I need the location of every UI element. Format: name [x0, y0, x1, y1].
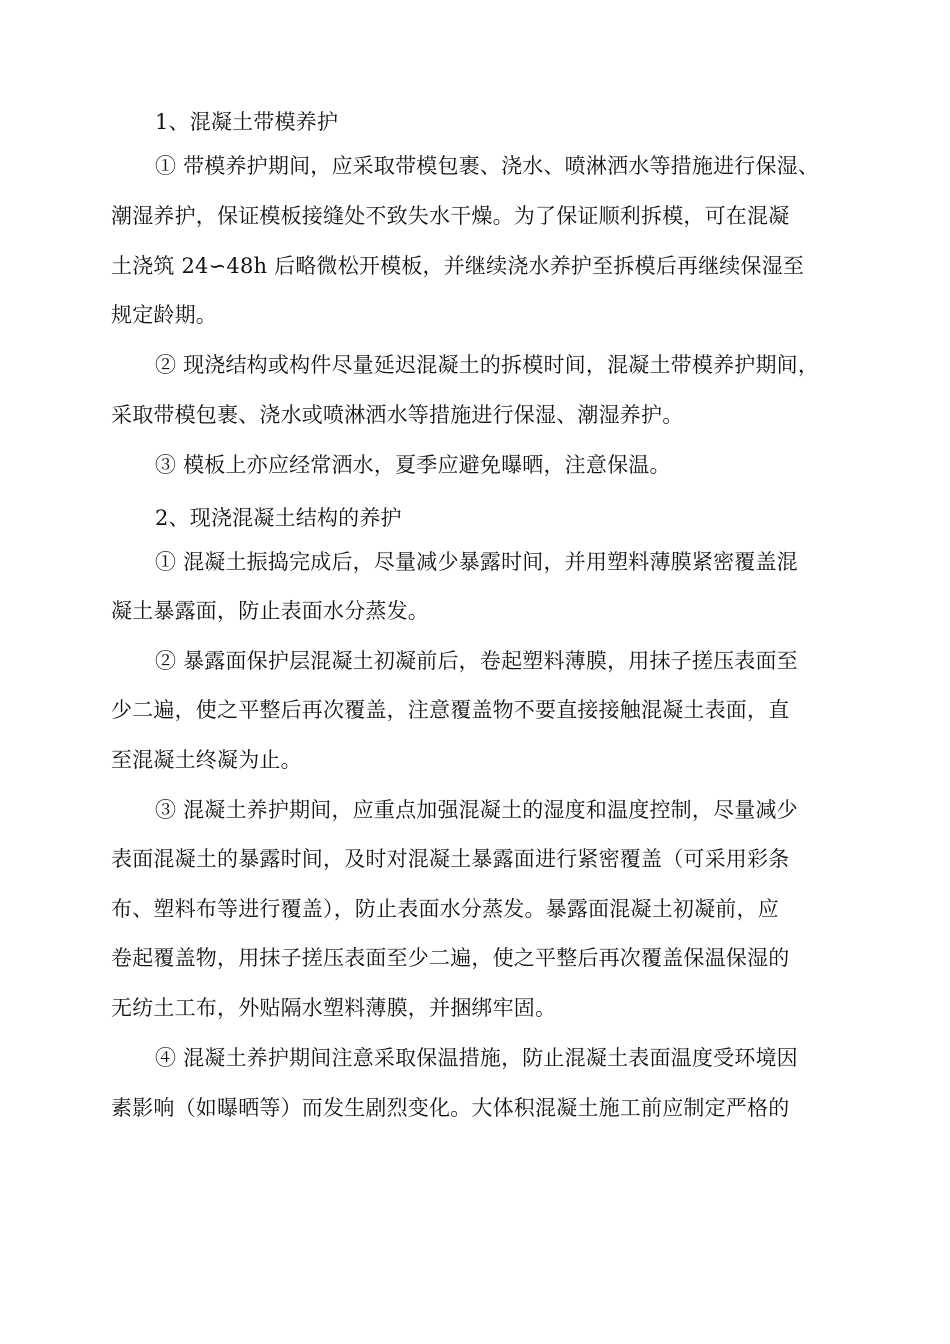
paragraph-line: 无纺土工布，外贴隔水塑料薄膜，并捆绑牢固。 [111, 996, 557, 1020]
paragraph-line: 少二遍，使之平整后再次覆盖，注意覆盖物不要直接接触混凝土表面，直 [111, 698, 790, 722]
section-heading-2: 2、现浇混凝土结构的养护 [155, 506, 402, 530]
paragraph-line: 表面混凝土的暴露时间，及时对混凝土暴露面进行紧密覆盖（可采用彩条 [111, 847, 790, 871]
paragraph-line: 布、塑料布等进行覆盖），防止表面水分蒸发。暴露面混凝土初凝前，应 [111, 897, 779, 921]
paragraph-line: ④ 混凝土养护期间注意采取保温措施，防止混凝土表面温度受环境因 [155, 1046, 798, 1070]
paragraph-line: ① 混凝土振捣完成后，尽量减少暴露时间，并用塑料薄膜紧密覆盖混 [155, 550, 798, 574]
paragraph-line: 规定龄期。 [111, 303, 217, 327]
paragraph-line: 素影响（如曝晒等）而发生剧烈变化。大体积混凝土施工前应制定严格的 [111, 1096, 790, 1120]
paragraph-line: 卷起覆盖物，用抹子搓压表面至少二遍，使之平整后再次覆盖保温保湿的 [111, 946, 790, 970]
paragraph-line: ① 带模养护期间，应采取带模包裹、浇水、喷淋洒水等措施进行保湿、 [155, 154, 820, 178]
paragraph-line: ③ 混凝土养护期间，应重点加强混凝土的湿度和温度控制，尽量减少 [155, 798, 798, 822]
paragraph-line: ③ 模板上亦应经常洒水，夏季应避免曝晒，注意保温。 [155, 453, 671, 477]
paragraph-line: 潮湿养护，保证模板接缝处不致失水干燥。为了保证顺利拆模，可在混凝 [111, 204, 790, 228]
paragraph-line: 凝土暴露面，防止表面水分蒸发。 [111, 599, 429, 623]
paragraph-line: 土浇筑 24∽48h 后略微松开模板，并继续浇水养护至拆模后再继续保湿至 [111, 254, 805, 278]
paragraph-line: 采取带模包裹、浇水或喷淋洒水等措施进行保湿、潮湿养护。 [111, 403, 684, 427]
paragraph-line: ② 暴露面保护层混凝土初凝前后，卷起塑料薄膜，用抹子搓压表面至 [155, 649, 798, 673]
paragraph-line: 至混凝土终凝为止。 [111, 748, 302, 772]
section-heading-1: 1、混凝土带模养护 [155, 110, 339, 134]
paragraph-line: ② 现浇结构或构件尽量延迟混凝土的拆模时间，混凝土带模养护期间， [155, 353, 820, 377]
